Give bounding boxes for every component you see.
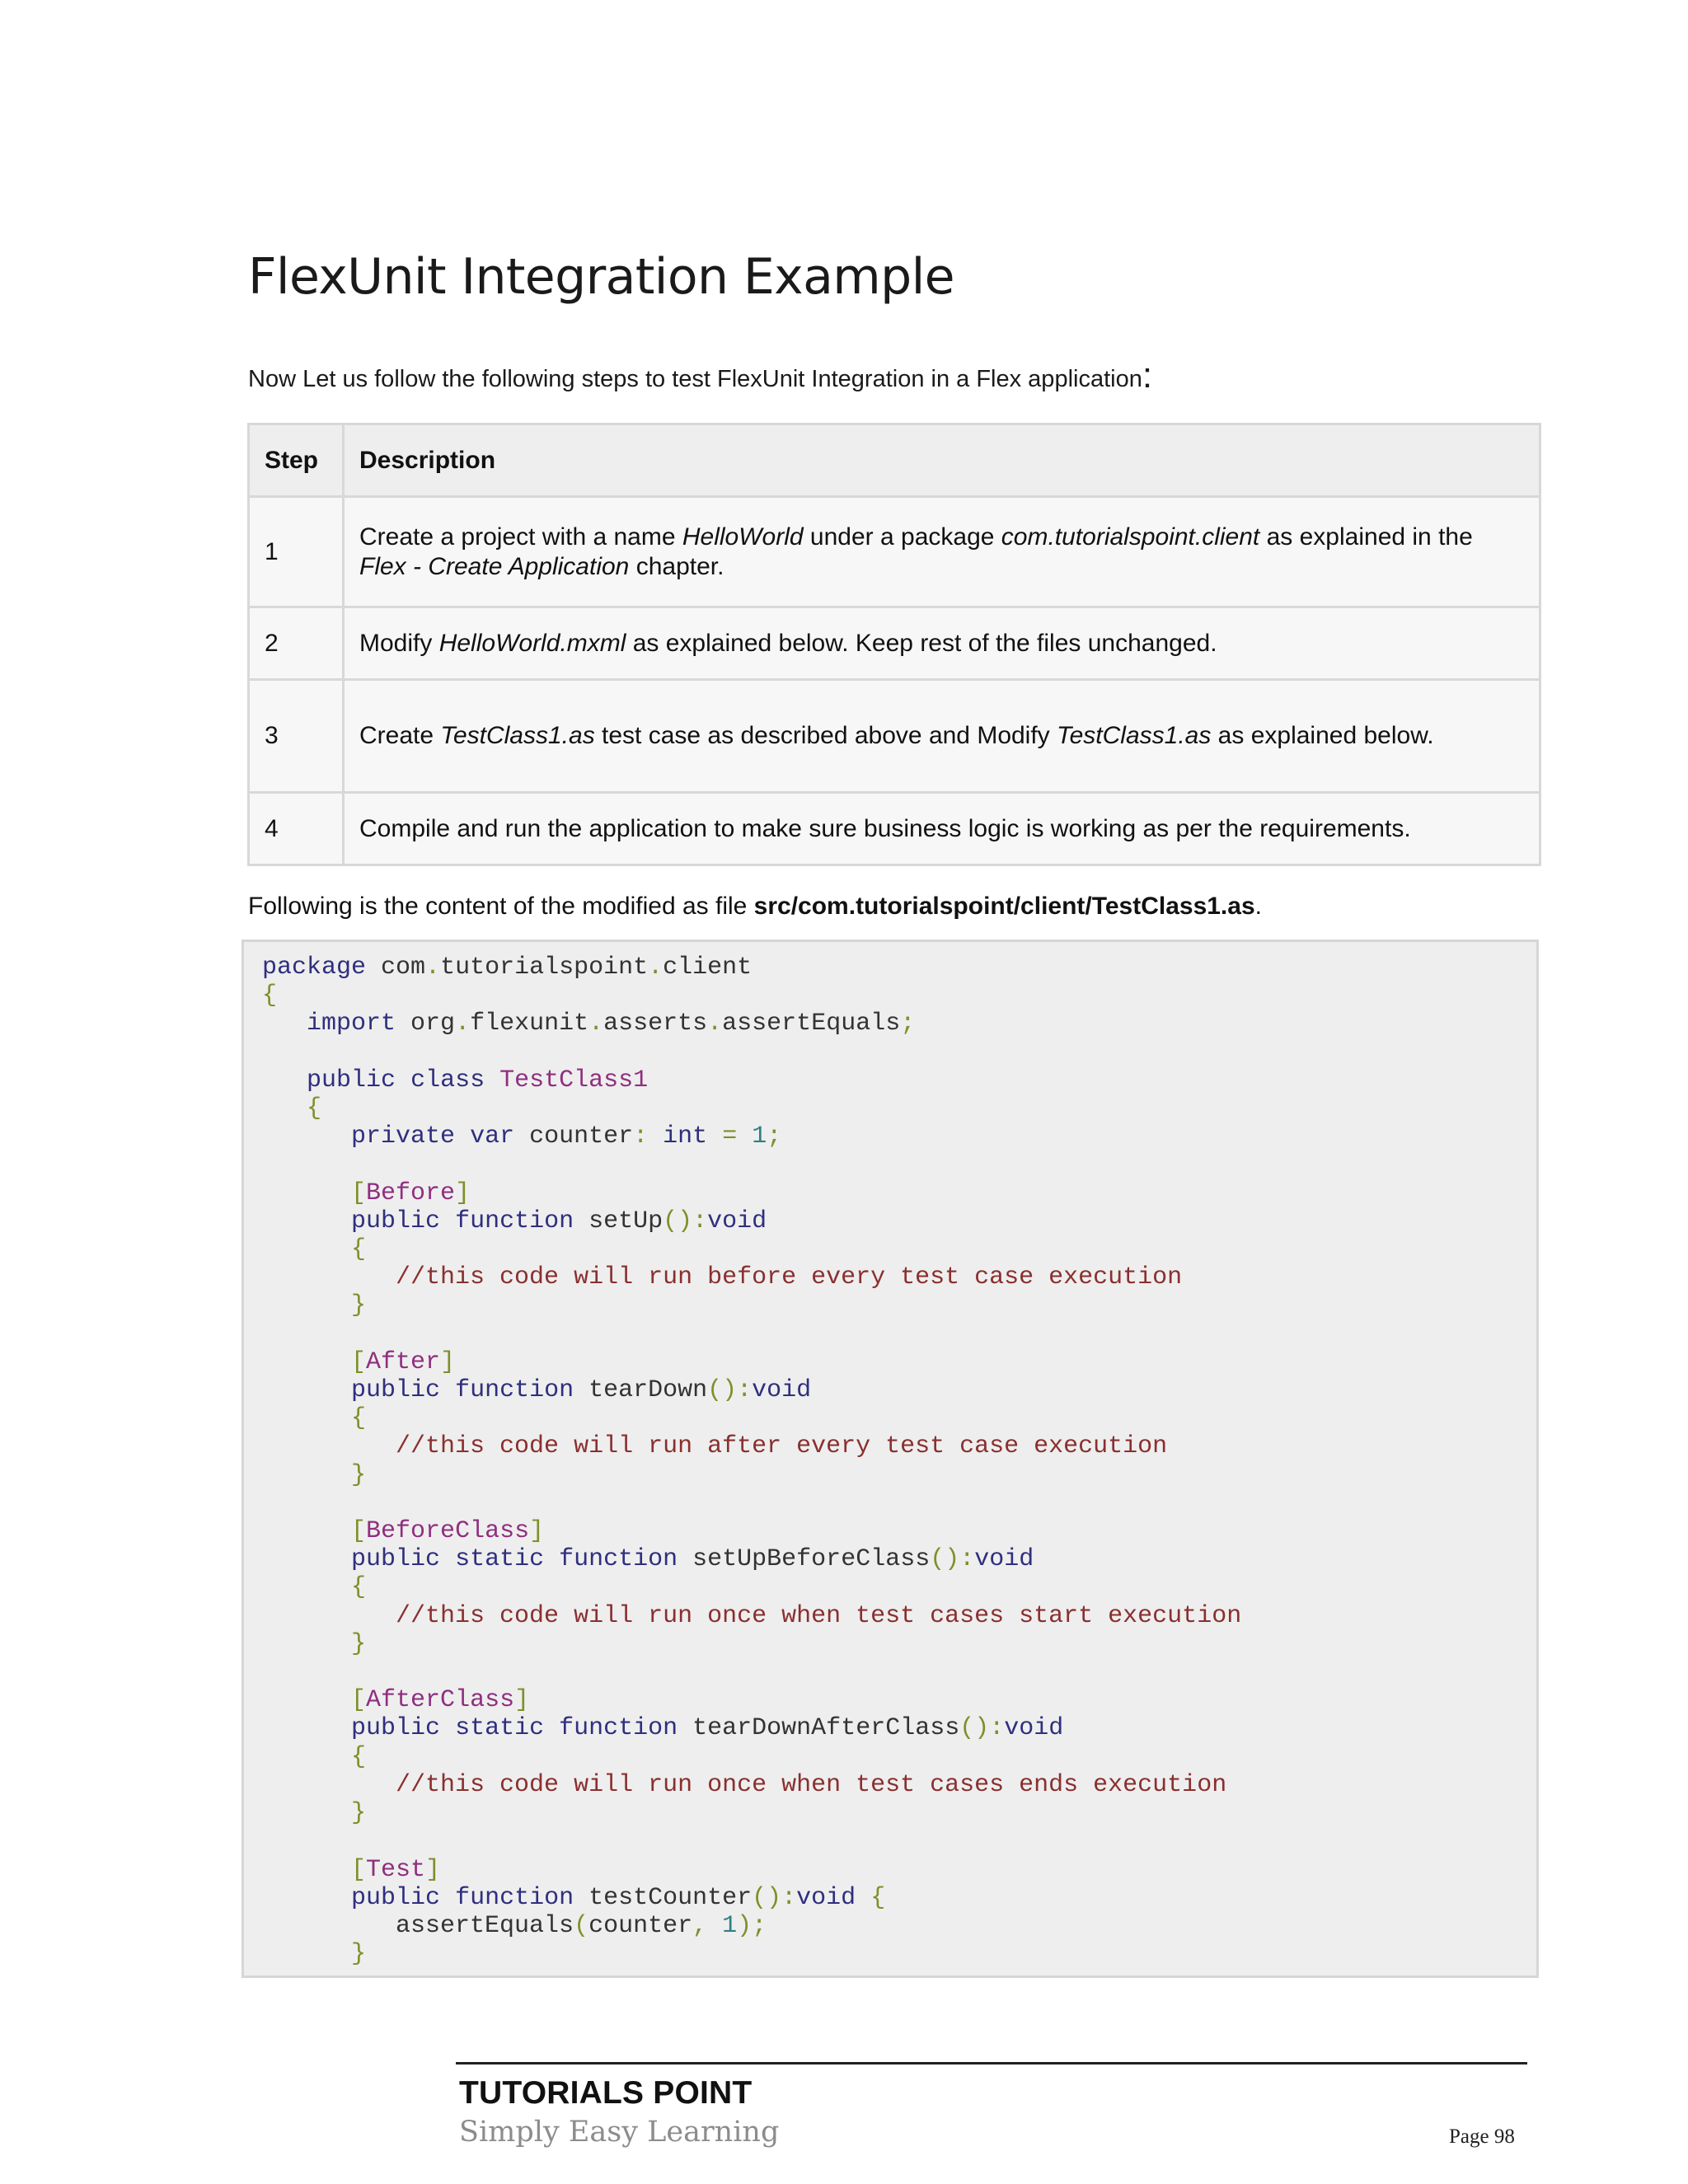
table-row	[249, 793, 1540, 865]
description-text: Compile and run the application to make sure business logic is working as per the requirements.	[359, 814, 1411, 842]
code-token	[262, 1714, 351, 1742]
code-line	[262, 1348, 455, 1376]
code-token	[262, 1461, 351, 1489]
code-token: ;	[900, 1010, 916, 1038]
code-token	[262, 1940, 351, 1968]
page-title: FlexUnit Integration Example	[248, 248, 954, 306]
code-token: }	[351, 1799, 367, 1828]
code-token: .	[425, 954, 441, 982]
code-token: :	[633, 1122, 649, 1151]
code-token: TestClass1	[499, 1066, 649, 1094]
code-block	[241, 940, 1539, 1978]
description-text: Create	[359, 722, 441, 749]
description-text: as explained below. Keep rest of the files unchanged.	[626, 629, 1217, 657]
footer-tagline: Simply Easy Learning	[459, 2116, 780, 2149]
code-line	[262, 1856, 440, 1884]
code-token	[262, 1573, 351, 1601]
step-number-cell: 1	[249, 497, 344, 607]
code-token: {	[351, 1573, 367, 1602]
footer-brand: TUTORIALS POINT	[459, 2075, 753, 2111]
step-description-cell	[344, 680, 1540, 793]
steps-table-body	[249, 497, 1540, 865]
code-line	[262, 1545, 1034, 1573]
code-token	[648, 1122, 663, 1151]
code-token: public	[351, 1545, 441, 1574]
code-line	[262, 982, 277, 1010]
emphasized-term: com.tutorialspoint.client	[1001, 523, 1260, 551]
code-token	[262, 1207, 351, 1235]
code-token: After	[366, 1347, 441, 1376]
file-intro-paragraph	[248, 890, 1262, 923]
code-token: }	[351, 1291, 367, 1320]
code-token: }	[351, 1460, 367, 1489]
description-text: test case as described above and Modify	[594, 722, 1057, 749]
table-row	[249, 680, 1540, 793]
code-token: 1	[752, 1122, 767, 1151]
code-token: {	[351, 1742, 367, 1771]
emphasized-term: HelloWorld	[682, 523, 804, 551]
code-token	[262, 1686, 351, 1714]
code-token: public	[351, 1883, 441, 1912]
code-token: {	[870, 1883, 886, 1912]
code-token	[455, 1122, 470, 1151]
code-token: org	[396, 1010, 456, 1038]
code-token: tutorialspoint	[440, 954, 649, 982]
code-line	[262, 1630, 366, 1658]
code-listing	[262, 954, 1241, 1968]
code-token	[262, 1799, 351, 1827]
code-token: function	[455, 1883, 574, 1912]
code-token: ():	[930, 1545, 975, 1574]
code-token: public	[351, 1376, 441, 1405]
code-token: void	[752, 1376, 812, 1405]
code-token	[262, 1517, 351, 1545]
code-token: asserts	[603, 1010, 708, 1038]
description-text: as explained below.	[1211, 722, 1434, 749]
step-number-cell: 3	[249, 680, 344, 793]
code-token	[440, 1207, 455, 1235]
code-token	[262, 1179, 351, 1207]
code-token: client	[663, 954, 753, 982]
footer-divider	[456, 2062, 1527, 2064]
code-line	[262, 1517, 544, 1545]
code-token: void	[707, 1207, 767, 1235]
code-token: {	[262, 982, 278, 1010]
code-token: ,	[692, 1911, 708, 1940]
table-row	[249, 607, 1540, 680]
file-path: src/com.tutorialspoint/client/TestClass1.as	[753, 893, 1255, 920]
code-line	[262, 1714, 1063, 1742]
code-token: Before	[366, 1179, 456, 1207]
code-token: static	[455, 1545, 545, 1574]
code-token: [	[351, 1347, 367, 1376]
emphasized-term: HelloWorld.mxml	[438, 629, 626, 657]
code-token: (	[574, 1911, 589, 1940]
steps-table	[247, 423, 1541, 866]
code-line	[262, 1771, 1226, 1799]
emphasized-term: TestClass1.as	[440, 722, 595, 749]
description-text: Modify	[359, 629, 439, 657]
code-token: setUp	[574, 1207, 663, 1235]
code-token	[262, 1122, 351, 1151]
emphasized-term: TestClass1.as	[1057, 722, 1212, 749]
code-token	[262, 1263, 396, 1291]
code-token	[440, 1714, 455, 1742]
code-token	[262, 1602, 396, 1630]
code-token: //this code will run once when test cases start execution	[396, 1601, 1242, 1630]
code-token: tearDown	[574, 1376, 708, 1405]
code-token	[544, 1545, 559, 1573]
code-line	[262, 1686, 529, 1714]
step-description-cell	[344, 607, 1540, 680]
code-token: //this code will run once when test cases ends execution	[396, 1770, 1227, 1799]
code-token: public	[307, 1066, 396, 1094]
description-column-header: Description	[344, 424, 1540, 497]
code-line	[262, 1010, 915, 1038]
code-token: void	[796, 1883, 856, 1912]
code-line	[262, 1094, 321, 1122]
code-token	[856, 1884, 870, 1912]
code-token: );	[737, 1911, 767, 1940]
code-token	[544, 1714, 559, 1742]
code-token: }	[351, 1940, 367, 1969]
code-token: .	[588, 1010, 604, 1038]
code-token: .	[707, 1010, 723, 1038]
code-token	[262, 1235, 351, 1263]
code-token: com	[366, 954, 426, 982]
code-token: [	[351, 1855, 367, 1884]
code-token	[262, 1630, 351, 1658]
code-line	[262, 1432, 1167, 1460]
code-token: ]	[514, 1686, 530, 1715]
code-line	[262, 1799, 366, 1827]
code-token	[262, 1010, 307, 1038]
code-token: counter	[514, 1122, 634, 1151]
code-token	[262, 1291, 351, 1319]
table-header-row	[249, 424, 1540, 497]
code-line	[262, 1940, 366, 1968]
code-token: class	[410, 1066, 485, 1094]
description-text: as explained in the	[1259, 523, 1473, 551]
code-line	[262, 1743, 366, 1771]
code-token	[262, 1432, 396, 1460]
code-token: public	[351, 1714, 441, 1743]
code-token: assertEquals	[722, 1010, 901, 1038]
code-token: private	[351, 1122, 456, 1151]
code-token: {	[351, 1404, 367, 1433]
step-column-header: Step	[249, 424, 344, 497]
code-line	[262, 1263, 1182, 1291]
code-token: ;	[767, 1122, 782, 1151]
code-token: void	[1004, 1714, 1064, 1743]
code-token: testCounter	[574, 1883, 753, 1912]
code-token: function	[455, 1207, 574, 1235]
code-token: BeforeClass	[366, 1517, 530, 1546]
code-line	[262, 1291, 366, 1319]
code-line	[262, 1066, 648, 1094]
code-token: [	[351, 1517, 367, 1546]
code-token: flexunit	[470, 1010, 589, 1038]
code-token	[262, 1743, 351, 1771]
code-token: {	[307, 1094, 322, 1123]
step-description-cell	[344, 497, 1540, 607]
code-line	[262, 1179, 470, 1207]
table-row	[249, 497, 1540, 607]
code-line	[262, 1461, 366, 1489]
code-token: .	[455, 1010, 471, 1038]
code-token: 1	[722, 1911, 738, 1940]
code-line	[262, 1235, 366, 1263]
intro-paragraph	[248, 355, 1153, 396]
code-token: package	[262, 954, 367, 982]
code-line	[262, 954, 752, 982]
code-token: function	[455, 1376, 574, 1405]
code-token: //this code will run after every test case execution	[396, 1432, 1168, 1461]
code-token	[262, 1094, 307, 1122]
code-token: ():	[663, 1207, 708, 1235]
code-token	[262, 1771, 396, 1799]
code-line	[262, 1602, 1241, 1630]
code-token	[262, 1348, 351, 1376]
code-token	[440, 1884, 455, 1912]
code-token: ():	[707, 1376, 753, 1405]
code-token: =	[722, 1122, 738, 1151]
code-token: ():	[959, 1714, 1005, 1743]
code-line	[262, 1207, 767, 1235]
code-token: ]	[455, 1179, 471, 1207]
code-token	[440, 1376, 455, 1404]
code-token: .	[648, 954, 663, 982]
code-line	[262, 1122, 781, 1151]
code-token: int	[663, 1122, 708, 1151]
step-description-cell	[344, 793, 1540, 865]
code-line	[262, 1912, 767, 1940]
code-token	[262, 1856, 351, 1884]
code-token: ]	[440, 1347, 456, 1376]
code-token: assertEquals	[262, 1911, 574, 1940]
code-token: AfterClass	[366, 1686, 515, 1715]
page-number: Page 98	[1449, 2125, 1515, 2148]
code-token: setUpBeforeClass	[678, 1545, 931, 1574]
code-token: //this code will run before every test case execution	[396, 1263, 1183, 1292]
code-token: {	[351, 1235, 367, 1264]
code-token	[485, 1066, 499, 1094]
intro-text: Now Let us follow the following steps to test FlexUnit Integration in a Flex application	[248, 366, 1142, 393]
code-token: public	[351, 1207, 441, 1235]
code-token	[262, 1545, 351, 1573]
code-token: counter	[588, 1911, 693, 1940]
code-token	[262, 1404, 351, 1432]
file-intro-suffix: .	[1254, 893, 1262, 920]
code-token: }	[351, 1629, 367, 1658]
code-line	[262, 1884, 885, 1912]
code-token: import	[307, 1010, 396, 1038]
code-line	[262, 1573, 366, 1601]
code-token: void	[974, 1545, 1034, 1574]
code-token	[440, 1545, 455, 1573]
code-token	[737, 1122, 752, 1151]
code-token: static	[455, 1714, 545, 1743]
code-token: Test	[366, 1855, 426, 1884]
step-number-cell: 2	[249, 607, 344, 680]
code-token	[707, 1912, 722, 1940]
code-line	[262, 1376, 811, 1404]
intro-colon: :	[1142, 355, 1153, 396]
description-text: chapter.	[629, 552, 724, 580]
code-line	[262, 1404, 366, 1432]
code-token: var	[470, 1122, 515, 1151]
code-token	[707, 1122, 722, 1151]
code-token: function	[559, 1545, 678, 1574]
code-token: [	[351, 1179, 367, 1207]
code-token	[262, 1376, 351, 1404]
file-intro-prefix: Following is the content of the modified as file	[248, 893, 754, 920]
code-token: ]	[529, 1517, 545, 1546]
code-token	[262, 1066, 307, 1094]
code-token	[396, 1066, 410, 1094]
code-token: [	[351, 1686, 367, 1715]
code-token: tearDownAfterClass	[678, 1714, 960, 1743]
code-token: ]	[425, 1855, 441, 1884]
step-number-cell: 4	[249, 793, 344, 865]
code-token: function	[559, 1714, 678, 1743]
code-token: ():	[752, 1883, 797, 1912]
description-text: under a package	[803, 523, 1001, 551]
emphasized-term: Flex - Create Application	[359, 552, 630, 580]
description-text: Create a project with a name	[359, 523, 682, 551]
code-token	[262, 1884, 351, 1912]
